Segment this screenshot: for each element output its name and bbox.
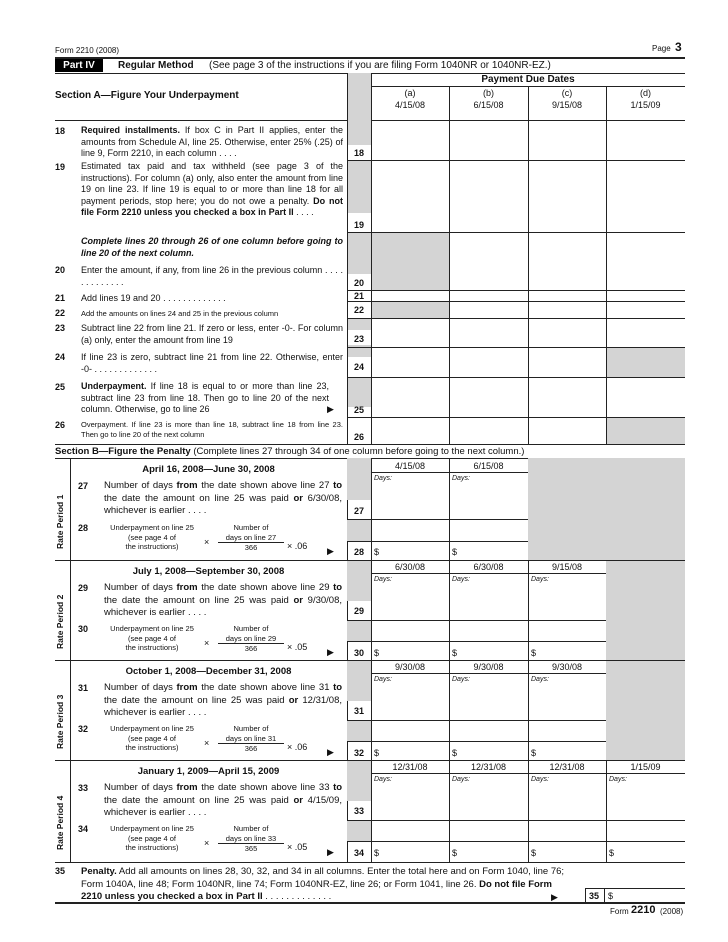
line-31-text: Number of days from the date shown above line 31 to the date the amount on line 25 was paid or 12/31/08, whichever is earlier . . . . — [104, 682, 343, 718]
line-30-box: 30 — [354, 648, 365, 658]
complete-note: Complete lines 20 through 26 of one column before going to line 20 of the next column. — [81, 236, 343, 258]
line-27-text: Number of days from the date shown above line 27 to the date the amount on line 25 was paid or 6/30/08, whichever is earlier . . . . — [104, 480, 343, 516]
p4-date-d: 1/15/09 — [630, 762, 661, 772]
p2-days-a: Days: — [374, 576, 392, 583]
line-34-under: Underpayment on line 25 (see page 4 of the instructions) — [110, 824, 194, 852]
p4-date-c: 12/31/08 — [549, 762, 585, 772]
p4-days-c: Days: — [531, 776, 549, 783]
p3-dollar-c: $ — [531, 748, 537, 758]
line-22-text: Add the amounts on lines 24 and 25 in the previous column — [81, 309, 279, 318]
footer-form-word: Form — [610, 907, 629, 916]
p4-dollar-c: $ — [531, 848, 537, 858]
line-26-text: Overpayment. If line 23 is more than line 18, subtract line 18 from line 23. Then go to line 20 of the next column — [81, 420, 343, 439]
p3-dollar-b: $ — [452, 748, 458, 758]
form-id: Form 2210 (2008) — [55, 46, 120, 55]
period-4-range: January 1, 2009—April 15, 2009 — [137, 766, 280, 777]
section-b-header: Section B—Figure the Penalty (Complete lines 27 through 34 of one column before going to the next column.) — [55, 446, 525, 457]
p2-dollar-a: $ — [374, 648, 380, 658]
period-2-range: July 1, 2008—September 30, 2008 — [132, 566, 285, 577]
line-23-num: 23 — [55, 323, 66, 333]
line-23-text: Subtract line 22 from line 21. If zero or less, enter -0-. For column (a) only, enter the amount from line 19 — [81, 323, 343, 345]
p1-dollar-b: $ — [452, 547, 458, 557]
line-18-num: 18 — [55, 126, 66, 136]
times-3: × — [204, 738, 210, 748]
line-30-frac: Number of days on line 29 366 — [218, 624, 284, 654]
p4-days-b: Days: — [452, 776, 470, 783]
rate-period-2-label: Rate Period 2 — [55, 594, 65, 649]
line-31-box: 31 — [354, 706, 365, 716]
line-33-text: Number of days from the date shown above line 33 to the date the amount on line 25 was paid or 4/15/09, whichever is earlier . . . . — [104, 782, 343, 818]
p2-dollar-c: $ — [531, 648, 537, 658]
line-29-text: Number of days from the date shown above line 29 to the date the amount on line 25 was paid or 9/30/08, whichever is earlier . . . . — [104, 582, 343, 618]
p2-days-c: Days: — [531, 576, 549, 583]
line-18-box: 18 — [354, 148, 365, 158]
line-28-num: 28 — [78, 523, 89, 533]
line-35-amount-field[interactable] — [606, 888, 685, 902]
period-1-range: April 16, 2008—June 30, 2008 — [142, 464, 275, 475]
p4-days-d: Days: — [609, 776, 627, 783]
p4-date-a: 12/31/08 — [392, 762, 428, 772]
p3-date-c: 9/30/08 — [551, 662, 583, 672]
line-32-box: 32 — [354, 748, 365, 758]
line-22-num: 22 — [55, 308, 66, 318]
line-27-num: 27 — [78, 481, 89, 491]
rate-period-3-label: Rate Period 3 — [55, 694, 65, 749]
p2-dollar-b: $ — [452, 648, 458, 658]
line-20-num: 20 — [55, 265, 66, 275]
p2-date-b: 6/30/08 — [473, 562, 504, 572]
payment-due-dates-title: Payment Due Dates — [481, 74, 575, 85]
line-31-num: 31 — [78, 683, 89, 693]
p2-days-b: Days: — [452, 576, 470, 583]
line-21-box: 21 — [354, 291, 365, 301]
p4-dollar-a: $ — [374, 848, 380, 858]
col-a-letter: (a) — [404, 88, 416, 98]
p4-dollar-b: $ — [452, 848, 458, 858]
p3-dollar-a: $ — [374, 748, 380, 758]
p3-days-a: Days: — [374, 676, 392, 683]
line-30-num: 30 — [78, 624, 89, 634]
line-25-num: 25 — [55, 382, 66, 392]
line-29-num: 29 — [78, 583, 89, 593]
line-25-box: 25 — [354, 405, 365, 415]
p1-dollar-a: $ — [374, 547, 380, 557]
line-35-dollar: $ — [608, 891, 614, 901]
line-32-num: 32 — [78, 724, 89, 734]
arrow-icon: ▶ — [327, 747, 334, 757]
line-28-box: 28 — [354, 547, 365, 557]
line-34-box: 34 — [354, 848, 365, 858]
col-c-letter: (c) — [561, 88, 573, 98]
footer-form-number: 2210 — [631, 904, 656, 916]
p2-date-a: 6/30/08 — [394, 562, 426, 572]
page-number: 3 — [675, 40, 682, 54]
line-20-box: 20 — [354, 278, 365, 288]
line-24-box: 24 — [354, 362, 365, 372]
line-35-num: 35 — [55, 866, 66, 876]
line-18-col-a[interactable] — [371, 145, 449, 160]
line-35-box: 35 — [589, 891, 600, 901]
part-tag: Part IV — [55, 59, 103, 72]
line-19-text: Estimated tax paid and tax withheld (see page 3 of the instructions). For column (a) only, also enter the amount from line 19 on line 23. If line 19 is equal to or more than line 18 for all payment periods, stop here; you do not owe a penalty. Do not file Form 2210 unless you checked a box in Part II . . . . — [81, 161, 343, 217]
p4-dollar-d: $ — [609, 848, 615, 858]
line-32-under: Underpayment on line 25 (see page 4 of the instructions) — [110, 724, 194, 752]
line-32-rate: × .06 — [287, 742, 308, 752]
col-d-date: 1/15/09 — [630, 100, 661, 110]
line-30-rate: × .05 — [287, 642, 308, 652]
line-33-num: 33 — [78, 783, 89, 793]
arrow-icon: ▶ — [327, 647, 334, 657]
line-33-box: 33 — [354, 806, 365, 816]
p3-days-c: Days: — [531, 676, 549, 683]
col-a-date: 4/15/08 — [394, 100, 426, 110]
rate-period-4-label: Rate Period 4 — [55, 795, 65, 850]
arrow-icon: ▶ — [327, 546, 334, 556]
page-label: Page — [652, 44, 671, 53]
p3-date-b: 9/30/08 — [473, 662, 504, 672]
p1-days-a: Days: — [374, 475, 392, 482]
section-a-title: Section A—Figure Your Underpayment — [55, 90, 239, 101]
p2-date-c: 9/15/08 — [551, 562, 583, 572]
line-22-box: 22 — [354, 305, 365, 315]
line-21-num: 21 — [55, 293, 66, 303]
arrow-icon: ▶ — [327, 847, 334, 857]
line-25-text: Underpayment. If line 18 is equal to or more than line 23, subtract line 23 from line 18. Then go to line 20 of the next column. Otherwise, go to line 26 — [81, 381, 329, 414]
col-b-letter: (b) — [483, 88, 494, 98]
line-30-under: Underpayment on line 25 (see page 4 of the instructions) — [110, 624, 194, 652]
line-35-text: Penalty. Add all amounts on lines 28, 30, 32, and 34 in all columns. Enter the total here and on Form 1040, line 76; Form 1040A, line 48; Form 1040NR, line 74; Form 1040NR-EZ, line 26; or Form 1041, line 26. Do not file Form 2210 unless you checked a box in Part II . . . . . . . . . . . . . — [81, 866, 565, 902]
times-2: × — [204, 638, 210, 648]
p4-date-b: 12/31/08 — [470, 762, 507, 772]
line-27-box: 27 — [354, 506, 365, 516]
line-28-rate: × .06 — [287, 541, 308, 551]
p3-date-a: 9/30/08 — [394, 662, 426, 672]
period-3-range: October 1, 2008—December 31, 2008 — [125, 666, 292, 677]
footer-year: (2008) — [660, 907, 684, 916]
line-18-text: Required installments. If box C in Part II applies, enter the amounts from Schedule AI, line 25. Otherwise, enter 25% (.25) of line 9, Form 2210, in each column . . . . — [81, 125, 343, 158]
p1-date-b: 6/15/08 — [473, 461, 504, 471]
line-28-frac: Number of days on line 27 366 — [218, 523, 284, 553]
line-34-rate: × .05 — [287, 842, 308, 852]
col-b-date: 6/15/08 — [473, 100, 504, 110]
line-19-num: 19 — [55, 162, 66, 172]
line-23-box: 23 — [354, 334, 365, 344]
arrow-icon: ▶ — [327, 404, 334, 414]
line-19-box: 19 — [354, 220, 365, 230]
col-c-date: 9/15/08 — [551, 100, 583, 110]
p1-date-a: 4/15/08 — [394, 461, 426, 471]
line-26-num: 26 — [55, 420, 66, 430]
line-20-text: Enter the amount, if any, from line 26 in the previous column . . . . . . . . . . . . . — [81, 265, 343, 287]
times-1: × — [204, 537, 210, 547]
times-4: × — [204, 838, 210, 848]
line-34-num: 34 — [78, 824, 89, 834]
part-title: Regular Method — [118, 60, 194, 71]
line-21-text: Add lines 19 and 20 . . . . . . . . . . . . . — [81, 293, 226, 303]
p3-days-b: Days: — [452, 676, 470, 683]
line-24-num: 24 — [55, 352, 66, 362]
rate-period-1-label: Rate Period 1 — [55, 494, 65, 549]
p4-days-a: Days: — [374, 776, 392, 783]
line-32-frac: Number of days on line 31 366 — [218, 724, 284, 754]
line-34-frac: Number of days on line 33 365 — [218, 824, 284, 854]
line-28-under: Underpayment on line 25 (see page 4 of the instructions) — [110, 523, 194, 551]
col-d-letter: (d) — [640, 88, 651, 98]
line-24-text: If line 23 is zero, subtract line 21 from line 22. Otherwise, enter -0- . . . . . . . . . . . . . — [81, 352, 343, 374]
p1-days-b: Days: — [452, 475, 470, 482]
part-subtitle: (See page 3 of the instructions if you are filing Form 1040NR or 1040NR-EZ.) — [209, 60, 551, 71]
line-26-box: 26 — [354, 432, 365, 442]
arrow-icon: ▶ — [551, 892, 558, 902]
line-29-box: 29 — [354, 606, 365, 616]
